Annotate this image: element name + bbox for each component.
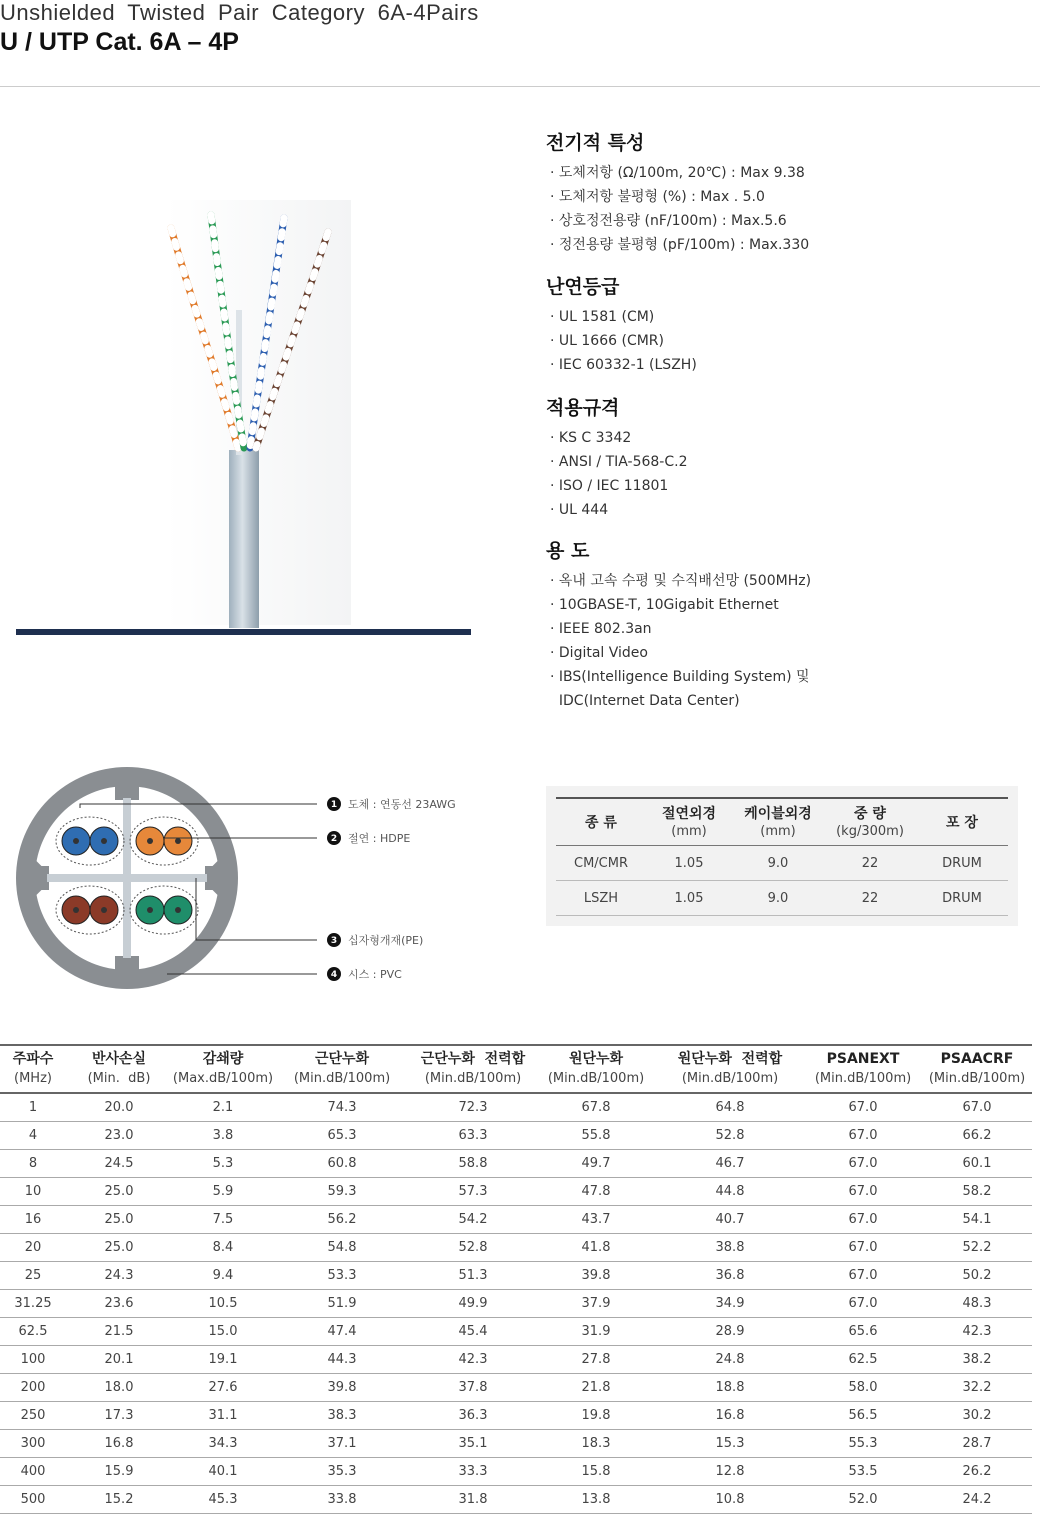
table-header: [0, 1045, 66, 1093]
table-cell: 64.8: [656, 1093, 804, 1122]
table-cell: 500: [0, 1486, 66, 1514]
table-row: [556, 846, 1008, 881]
header-label: 근단누화: [314, 1051, 370, 1067]
table-cell: 8: [0, 1150, 66, 1178]
table-cell: 28.9: [656, 1318, 804, 1346]
table-cell: 38.8: [656, 1234, 804, 1262]
table-cell: 25.0: [66, 1234, 172, 1262]
table-cell: 54.1: [922, 1206, 1032, 1234]
table-row: [0, 1430, 1032, 1458]
header-unit: (Max.dB/100m): [172, 1071, 274, 1086]
table-cell: 300: [0, 1430, 66, 1458]
table-cell: 9.0: [732, 881, 824, 916]
spec-item: · IEEE 802.3an: [550, 621, 652, 637]
spec-item: IDC(Internet Data Center): [550, 693, 740, 709]
table-cell: 67.0: [804, 1093, 922, 1122]
table-cell: 24.2: [922, 1486, 1032, 1514]
table-cell: 67.0: [804, 1206, 922, 1234]
table-cell: 58.2: [922, 1178, 1032, 1206]
table-cell: 58.8: [410, 1150, 536, 1178]
spec-heading: 적용규격: [546, 397, 620, 419]
header-label: 반사손실: [91, 1051, 147, 1067]
table-row: [0, 1346, 1032, 1374]
spec-item: · Digital Video: [550, 645, 648, 661]
header-label: 주파수: [12, 1051, 54, 1067]
spec-item: · 옥내 고속 수평 및 수직배선망 (500MHz): [550, 573, 812, 589]
callout-number: 1: [330, 800, 338, 810]
table-cell: 45.3: [172, 1486, 274, 1514]
table-cell: 60.1: [922, 1150, 1032, 1178]
table-cell: 33.8: [274, 1486, 410, 1514]
table-row: [0, 1150, 1032, 1178]
callout-filler: 십자형개재(PE): [348, 934, 424, 947]
header-unit: (MHz): [14, 1071, 52, 1086]
table-cell: 18.0: [66, 1374, 172, 1402]
spec-item: · ISO / IEC 11801: [550, 478, 669, 494]
table-cell: 27.6: [172, 1374, 274, 1402]
table-cell: 67.0: [804, 1178, 922, 1206]
table-cell: 38.3: [274, 1402, 410, 1430]
table-cell: 31.8: [410, 1486, 536, 1514]
table-cell: LSZH: [556, 881, 646, 916]
table-cell: 4: [0, 1122, 66, 1150]
table-cell: 74.3: [274, 1093, 410, 1122]
table-cell: 62.5: [804, 1346, 922, 1374]
table-cell: 54.2: [410, 1206, 536, 1234]
table-header: [274, 1045, 410, 1093]
table-cell: 59.3: [274, 1178, 410, 1206]
table-cell: 10.8: [656, 1486, 804, 1514]
table-header: [656, 1045, 804, 1093]
table-cell: 60.8: [274, 1150, 410, 1178]
table-row: [0, 1458, 1032, 1486]
page-title: U / UTP Cat. 6A – 4P: [0, 28, 239, 56]
table-cell: 35.1: [410, 1430, 536, 1458]
table-cell: 9.0: [732, 846, 824, 881]
table-cell: 10.5: [172, 1290, 274, 1318]
spec-item: · UL 444: [550, 502, 609, 518]
table-cell: 54.8: [274, 1234, 410, 1262]
table-cell: 8.4: [172, 1234, 274, 1262]
header-label: 근단누화 전력합: [420, 1051, 526, 1067]
header-unit: (Min.dB/100m): [928, 1071, 1026, 1086]
table-row: [0, 1486, 1032, 1514]
table-header: [804, 1045, 922, 1093]
table-cell: 1: [0, 1093, 66, 1122]
table-cell: 51.3: [410, 1262, 536, 1290]
table-cell: 100: [0, 1346, 66, 1374]
table-cell: 49.9: [410, 1290, 536, 1318]
table-cell: 16.8: [656, 1402, 804, 1430]
table-cell: 200: [0, 1374, 66, 1402]
callout-insulation: 절연 : HDPE: [348, 832, 411, 845]
spec-item: · 정전용량 불평형 (pF/100m) : Max.330: [550, 237, 810, 253]
table-cell: 65.3: [274, 1122, 410, 1150]
spec-usage: [546, 536, 811, 713]
table-cell: 39.8: [274, 1374, 410, 1402]
table-cell: 250: [0, 1402, 66, 1430]
table-header: 종 류: [556, 798, 646, 846]
callout-number: 3: [330, 936, 338, 946]
table-header: 포 장: [916, 798, 1008, 846]
spec-item: · KS C 3342: [550, 430, 632, 446]
spec-item: · 도체저항 (Ω/100m, 20℃) : Max 9.38: [550, 165, 805, 181]
table-cell: 52.8: [656, 1122, 804, 1150]
spec-heading: 난연등급: [546, 276, 620, 298]
header-unit: (Min.dB/100m): [681, 1071, 779, 1086]
table-cell: 56.2: [274, 1206, 410, 1234]
table-cell: 21.5: [66, 1318, 172, 1346]
table-cell: CM/CMR: [556, 846, 646, 881]
table-cell: 39.8: [536, 1262, 656, 1290]
table-cell: 10: [0, 1178, 66, 1206]
header-label: 원단누화 전력합: [677, 1051, 783, 1067]
table-cell: 3.8: [172, 1122, 274, 1150]
spec-item: · 상호정전용량 (nF/100m) : Max.5.6: [550, 213, 787, 229]
table-cell: 67.8: [536, 1093, 656, 1122]
table-row: [0, 1178, 1032, 1206]
table-cell: 63.3: [410, 1122, 536, 1150]
table-cell: 20.0: [66, 1093, 172, 1122]
table-cell: 67.0: [804, 1150, 922, 1178]
table-row: [0, 1122, 1032, 1150]
table-cell: 49.7: [536, 1150, 656, 1178]
table-header: [66, 1045, 172, 1093]
table-cell: 47.8: [536, 1178, 656, 1206]
table-cell: 7.5: [172, 1206, 274, 1234]
table-row: [556, 881, 1008, 916]
table-cell: 23.6: [66, 1290, 172, 1318]
table-cell: 42.3: [922, 1318, 1032, 1346]
table-header: 절연외경 (mm): [646, 798, 732, 846]
header-divider: [0, 86, 1040, 87]
table-cell: 55.3: [804, 1430, 922, 1458]
header-unit: (Min.dB/100m): [547, 1071, 645, 1086]
table-row: [0, 1318, 1032, 1346]
cable-jacket: [229, 450, 259, 628]
table-header: [536, 1045, 656, 1093]
table-cell: 24.8: [656, 1346, 804, 1374]
table-header: [410, 1045, 536, 1093]
table-cell: 42.3: [410, 1346, 536, 1374]
table-cell: 38.2: [922, 1346, 1032, 1374]
spec-item: · ANSI / TIA-568-C.2: [550, 454, 688, 470]
spec-item: · UL 1666 (CMR): [550, 333, 664, 349]
table-cell: 40.1: [172, 1458, 274, 1486]
table-cell: 31.1: [172, 1402, 274, 1430]
table-cell: 18.8: [656, 1374, 804, 1402]
table-header: 케이블외경 (mm): [732, 798, 824, 846]
table-cell: 37.1: [274, 1430, 410, 1458]
spec-heading: 용 도: [546, 540, 590, 562]
table-cell: 28.7: [922, 1430, 1032, 1458]
table-cell: 50.2: [922, 1262, 1032, 1290]
table-cell: 22: [824, 846, 916, 881]
header-label: PSANEXT: [826, 1051, 900, 1067]
table-cell: 37.9: [536, 1290, 656, 1318]
table-cell: 41.8: [536, 1234, 656, 1262]
table-cell: 15.0: [172, 1318, 274, 1346]
table-cell: 5.9: [172, 1178, 274, 1206]
table-cell: 15.2: [66, 1486, 172, 1514]
table-cell: 24.3: [66, 1262, 172, 1290]
table-cell: 45.4: [410, 1318, 536, 1346]
table-cell: 18.3: [536, 1430, 656, 1458]
header-unit: (Min. dB): [87, 1071, 151, 1086]
table-cell: 53.5: [804, 1458, 922, 1486]
photo-underline: [16, 629, 471, 635]
table-cell: 34.9: [656, 1290, 804, 1318]
table-cell: 12.8: [656, 1458, 804, 1486]
table-cell: 25: [0, 1262, 66, 1290]
spec-flame-rating: [546, 272, 697, 377]
table-cell: DRUM: [916, 881, 1008, 916]
performance-table: [0, 1044, 1032, 1514]
table-cell: 21.8: [536, 1374, 656, 1402]
table-cell: 23.0: [66, 1122, 172, 1150]
table-row: [0, 1374, 1032, 1402]
table-cell: 57.3: [410, 1178, 536, 1206]
table-cell: 9.4: [172, 1262, 274, 1290]
table-cell: DRUM: [916, 846, 1008, 881]
subtitle: Unshielded Twisted Pair Category 6A-4Pairs: [0, 0, 479, 25]
table-cell: 25.0: [66, 1206, 172, 1234]
table-cell: 43.7: [536, 1206, 656, 1234]
table-row: [0, 1234, 1032, 1262]
spec-standards: [546, 393, 688, 522]
table-cell: 56.5: [804, 1402, 922, 1430]
header-unit: (Min.dB/100m): [293, 1071, 391, 1086]
header-label: PSAACRF: [940, 1051, 1014, 1067]
header-unit: (Min.dB/100m): [424, 1071, 522, 1086]
table-cell: 67.0: [804, 1290, 922, 1318]
table-cell: 19.8: [536, 1402, 656, 1430]
table-cell: 13.8: [536, 1486, 656, 1514]
table-cell: 46.7: [656, 1150, 804, 1178]
cable-photo: [16, 190, 471, 635]
table-cell: 20: [0, 1234, 66, 1262]
table-cell: 17.3: [66, 1402, 172, 1430]
table-cell: 40.7: [656, 1206, 804, 1234]
table-cell: 51.9: [274, 1290, 410, 1318]
table-cell: 2.1: [172, 1093, 274, 1122]
table-cell: 66.2: [922, 1122, 1032, 1150]
table-cell: 35.3: [274, 1458, 410, 1486]
callout-markers: [327, 797, 341, 981]
table-cell: 33.3: [410, 1458, 536, 1486]
spec-item: · 10GBASE-T, 10Gigabit Ethernet: [550, 597, 779, 613]
spec-item: · IEC 60332-1 (LSZH): [550, 357, 697, 373]
table-cell: 20.1: [66, 1346, 172, 1374]
table-cell: 1.05: [646, 881, 732, 916]
table-cell: 5.3: [172, 1150, 274, 1178]
spec-item: · 도체저항 불평형 (%) : Max . 5.0: [550, 189, 765, 205]
spec-item: · IBS(Intelligence Building System) 및: [550, 669, 810, 685]
table-cell: 16: [0, 1206, 66, 1234]
table-cell: 15.9: [66, 1458, 172, 1486]
table-cell: 72.3: [410, 1093, 536, 1122]
table-cell: 15.3: [656, 1430, 804, 1458]
table-header: [172, 1045, 274, 1093]
table-cell: 19.1: [172, 1346, 274, 1374]
table-cell: 25.0: [66, 1178, 172, 1206]
table-row: [0, 1290, 1032, 1318]
table-cell: 15.8: [536, 1458, 656, 1486]
table-cell: 37.8: [410, 1374, 536, 1402]
table-header: [922, 1045, 1032, 1093]
table-cell: 52.0: [804, 1486, 922, 1514]
table-row: [0, 1402, 1032, 1430]
table-cell: 67.0: [922, 1093, 1032, 1122]
table-cell: 67.0: [804, 1122, 922, 1150]
header-unit: (Min.dB/100m): [814, 1071, 912, 1086]
table-cell: 44.8: [656, 1178, 804, 1206]
callout-number: 4: [330, 970, 338, 980]
table-cell: 62.5: [0, 1318, 66, 1346]
table-cell: 47.4: [274, 1318, 410, 1346]
cable-cross-section: [12, 760, 512, 1000]
table-row: [0, 1262, 1032, 1290]
table-cell: 31.25: [0, 1290, 66, 1318]
table-cell: 53.3: [274, 1262, 410, 1290]
table-row: [0, 1093, 1032, 1122]
table-cell: 26.2: [922, 1458, 1032, 1486]
table-cell: 1.05: [646, 846, 732, 881]
table-cell: 36.3: [410, 1402, 536, 1430]
spec-electrical: [546, 128, 809, 257]
table-cell: 52.2: [922, 1234, 1032, 1262]
callout-sheath: 시스 : PVC: [348, 968, 402, 981]
table-cell: 36.8: [656, 1262, 804, 1290]
table-cell: 58.0: [804, 1374, 922, 1402]
table-cell: 24.5: [66, 1150, 172, 1178]
table-header: 중 량 (kg/300m): [824, 798, 916, 846]
table-cell: 55.8: [536, 1122, 656, 1150]
table-cell: 67.0: [804, 1262, 922, 1290]
table-cell: 31.9: [536, 1318, 656, 1346]
spec-heading: 전기적 특성: [546, 132, 645, 154]
table-cell: 32.2: [922, 1374, 1032, 1402]
callout-conductor: 도체 : 연동선 23AWG: [348, 798, 456, 811]
table-cell: 22: [824, 881, 916, 916]
table-cell: 34.3: [172, 1430, 274, 1458]
spec-item: · UL 1581 (CM): [550, 309, 655, 325]
table-cell: 27.8: [536, 1346, 656, 1374]
header-label: 원단누화: [568, 1051, 624, 1067]
table-cell: 30.2: [922, 1402, 1032, 1430]
cable-spec-table: [556, 797, 1008, 916]
table-cell: 52.8: [410, 1234, 536, 1262]
table-cell: 65.6: [804, 1318, 922, 1346]
table-cell: 16.8: [66, 1430, 172, 1458]
table-row: [0, 1206, 1032, 1234]
table-cell: 48.3: [922, 1290, 1032, 1318]
header-label: 감쇄량: [202, 1051, 244, 1067]
table-cell: 44.3: [274, 1346, 410, 1374]
table-cell: 67.0: [804, 1234, 922, 1262]
table-cell: 400: [0, 1458, 66, 1486]
callout-number: 2: [330, 834, 338, 844]
